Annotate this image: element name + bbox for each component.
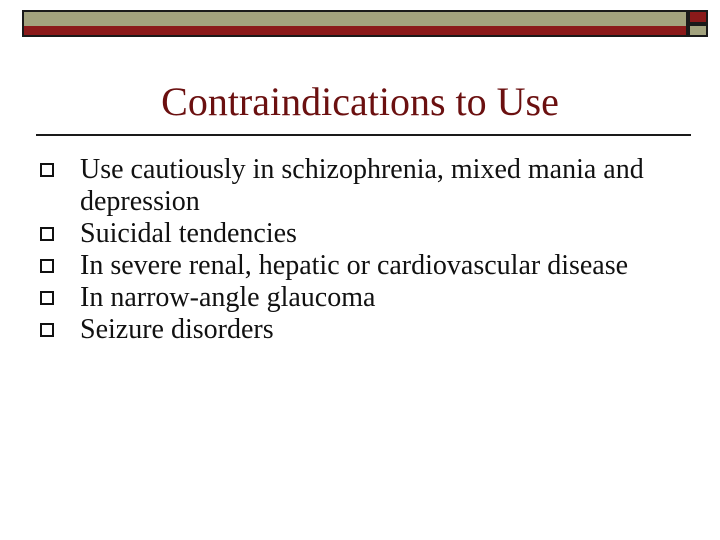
hollow-square-icon <box>40 291 54 305</box>
header-band-maroon <box>24 26 686 35</box>
header-decoration-bar <box>22 10 688 37</box>
bullet-item <box>40 154 680 218</box>
hollow-square-icon <box>40 227 54 241</box>
header-corner-squares <box>688 10 708 37</box>
hollow-square-icon <box>40 163 54 177</box>
bullet-text: In narrow-angle glaucoma <box>80 282 376 313</box>
bullet-item <box>40 314 680 346</box>
hollow-square-icon <box>40 323 54 337</box>
bullet-item <box>40 218 680 250</box>
corner-square-top <box>688 10 708 24</box>
corner-square-bottom <box>688 24 708 37</box>
slide-title: Contraindications to Use <box>161 79 559 124</box>
bullet-text: Suicidal tendencies <box>80 218 297 249</box>
bullet-text: Use cautiously in schizophrenia, mixed mania and depression <box>80 154 644 217</box>
bullet-list <box>40 154 680 346</box>
bullet-text: In severe renal, hepatic or cardiovascular disease <box>80 250 629 281</box>
header-band-olive <box>24 12 686 26</box>
bullet-item <box>40 282 680 314</box>
bullet-text: Seizure disorders <box>80 314 274 345</box>
bullet-item <box>40 250 680 282</box>
title-divider <box>36 134 691 136</box>
hollow-square-icon <box>40 259 54 273</box>
